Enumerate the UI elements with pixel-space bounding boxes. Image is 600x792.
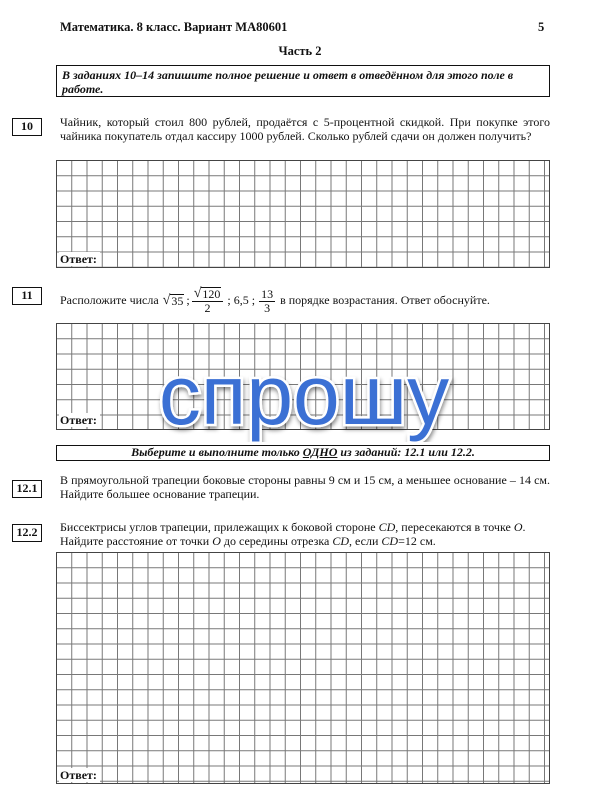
choose-emphasis: ОДНО [302, 445, 338, 459]
task-11-suffix: в порядке возрастания. Ответ обоснуйте. [280, 293, 490, 308]
fraction-sqrt120-over-2: √ 120 2 [192, 287, 224, 315]
task-10-text: Чайник, который стоил 800 рублей, продаётся с 5-процентной скидкой. При покупке этого чайника покупатель отдал кассиру 1000 рублей. Сколько рублей сдачи он должен получить? [60, 115, 550, 143]
task-11-prefix: Расположите числа [60, 293, 159, 308]
part-title: Часть 2 [278, 44, 322, 58]
instruction-box: В заданиях 10–14 запишите полное решение и ответ в отведённом для этого поле в работе. [56, 65, 550, 97]
task-12-1-text: В прямоугольной трапеции боковые стороны равны 9 см и 15 см, а меньшее основание – 14 см. Найдите большее основание трапеции. [60, 473, 550, 501]
page-header-title: Математика. 8 класс. Вариант МА80601 [60, 20, 288, 34]
task-10-answer-grid[interactable] [56, 160, 550, 268]
task-11-answer-label: Ответ: [59, 413, 100, 427]
task-11-sep1: ; [186, 293, 190, 308]
fraction-13-over-3: $\frac{13}{3}$ [261, 286, 274, 315]
task-12-2-answer-label: Ответ: [59, 768, 100, 782]
task-12-2-text [60, 521, 550, 548]
task-11-text [60, 287, 550, 315]
task-12-2-number: 12.2 [12, 524, 42, 542]
watermark-logo [124, 352, 484, 442]
task-12-2-answer-grid[interactable] [56, 552, 550, 784]
task-12-2-line-1: Биссектрисы углов трапеции, прилежащих к боковой стороне CD, пересекаются в точке O. [60, 520, 526, 534]
watermark-text: спрошу [158, 352, 450, 442]
task-12-2-line-2: Найдите расстояние от точки O до середины отрезка CD, если CD=12 см. [60, 533, 436, 548]
task-10-answer-label: Ответ: [59, 252, 100, 266]
choose-after: из заданий: 12.1 или 12.2. [340, 445, 475, 459]
sqrt-35: √ 35 [162, 293, 184, 308]
page-number: 5 [538, 20, 545, 34]
task-11-mid: ; 6,5 ; [227, 293, 256, 308]
task-11-number: 11 [12, 287, 42, 305]
task-12-1-number: 12.1 [12, 480, 42, 498]
choose-before: Выберите и выполните только [131, 445, 300, 459]
choose-task-box [56, 445, 550, 461]
task-10-number: 10 [12, 118, 42, 136]
